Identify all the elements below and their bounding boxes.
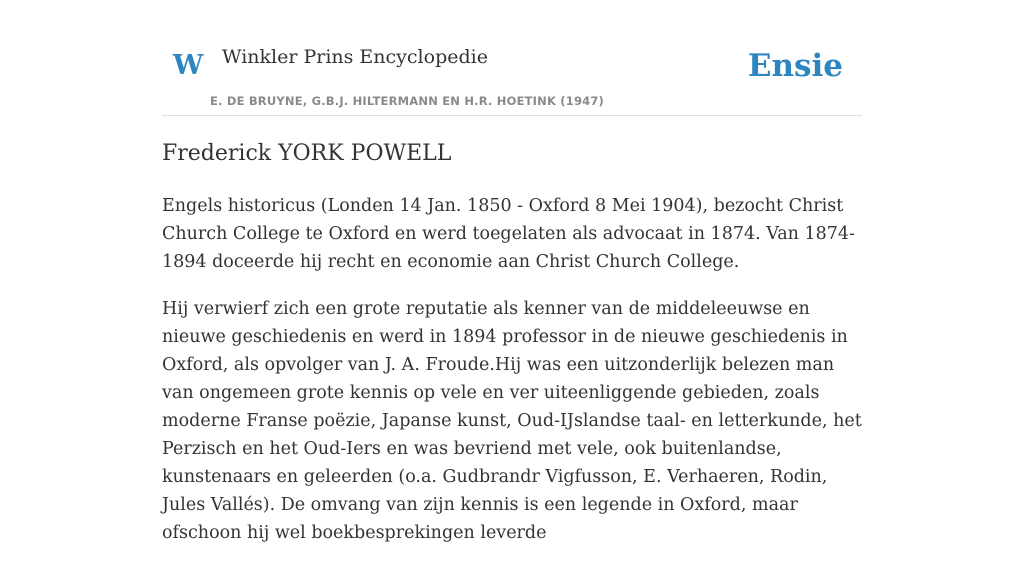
article-paragraph: Engels historicus (Londen 14 Jan. 1850 - Oxford 8 Mei 1904), bezocht Christ Church College te Oxford en werd toegelaten als advocaat in 1874. Van 1874-1894 doceerde hij recht en economie aan Christ Church College.: [162, 196, 855, 272]
ensie-logo[interactable]: Ensie: [747, 48, 843, 84]
article-title: Frederick YORK POWELL: [162, 141, 452, 166]
page-container: [162, 0, 862, 543]
book-authors: E. DE BRUYNE, G.B.J. HILTERMANN EN H.R. HOETINK (1947): [210, 94, 605, 108]
site-header: [162, 0, 862, 116]
article-paragraph: Hij verwierf zich een grote reputatie als kenner van de middeleeuwse en nieuwe geschiedenis en werd in 1894 professor in de nieuwe geschiedenis in Oxford, als opvolger van J. A. Froude.Hij was een uitzonderlijk belezen man van ongemeen grote kennis op vele en ver uiteenliggende gebieden, zoals moderne Franse poëzie, Japanse kunst, Oud-IJslandse taal- en letterkunde, het Perzisch en het Oud-Iers en was bevriend met vele, ook buitenlandse, kunstenaars en geleerden (o.a. Gudbrandr Vigfusson, E. Verhaeren, Rodin, Jules Vallés). De omvang van zijn kennis is een legende in Oxford, maar ofschoon hij wel boekbesprekingen leverde: [162, 299, 862, 543]
book-title[interactable]: Winkler Prins Encyclopedie: [222, 46, 488, 68]
winkler-prins-logo[interactable]: W: [173, 50, 204, 81]
article-body: [162, 192, 862, 566]
